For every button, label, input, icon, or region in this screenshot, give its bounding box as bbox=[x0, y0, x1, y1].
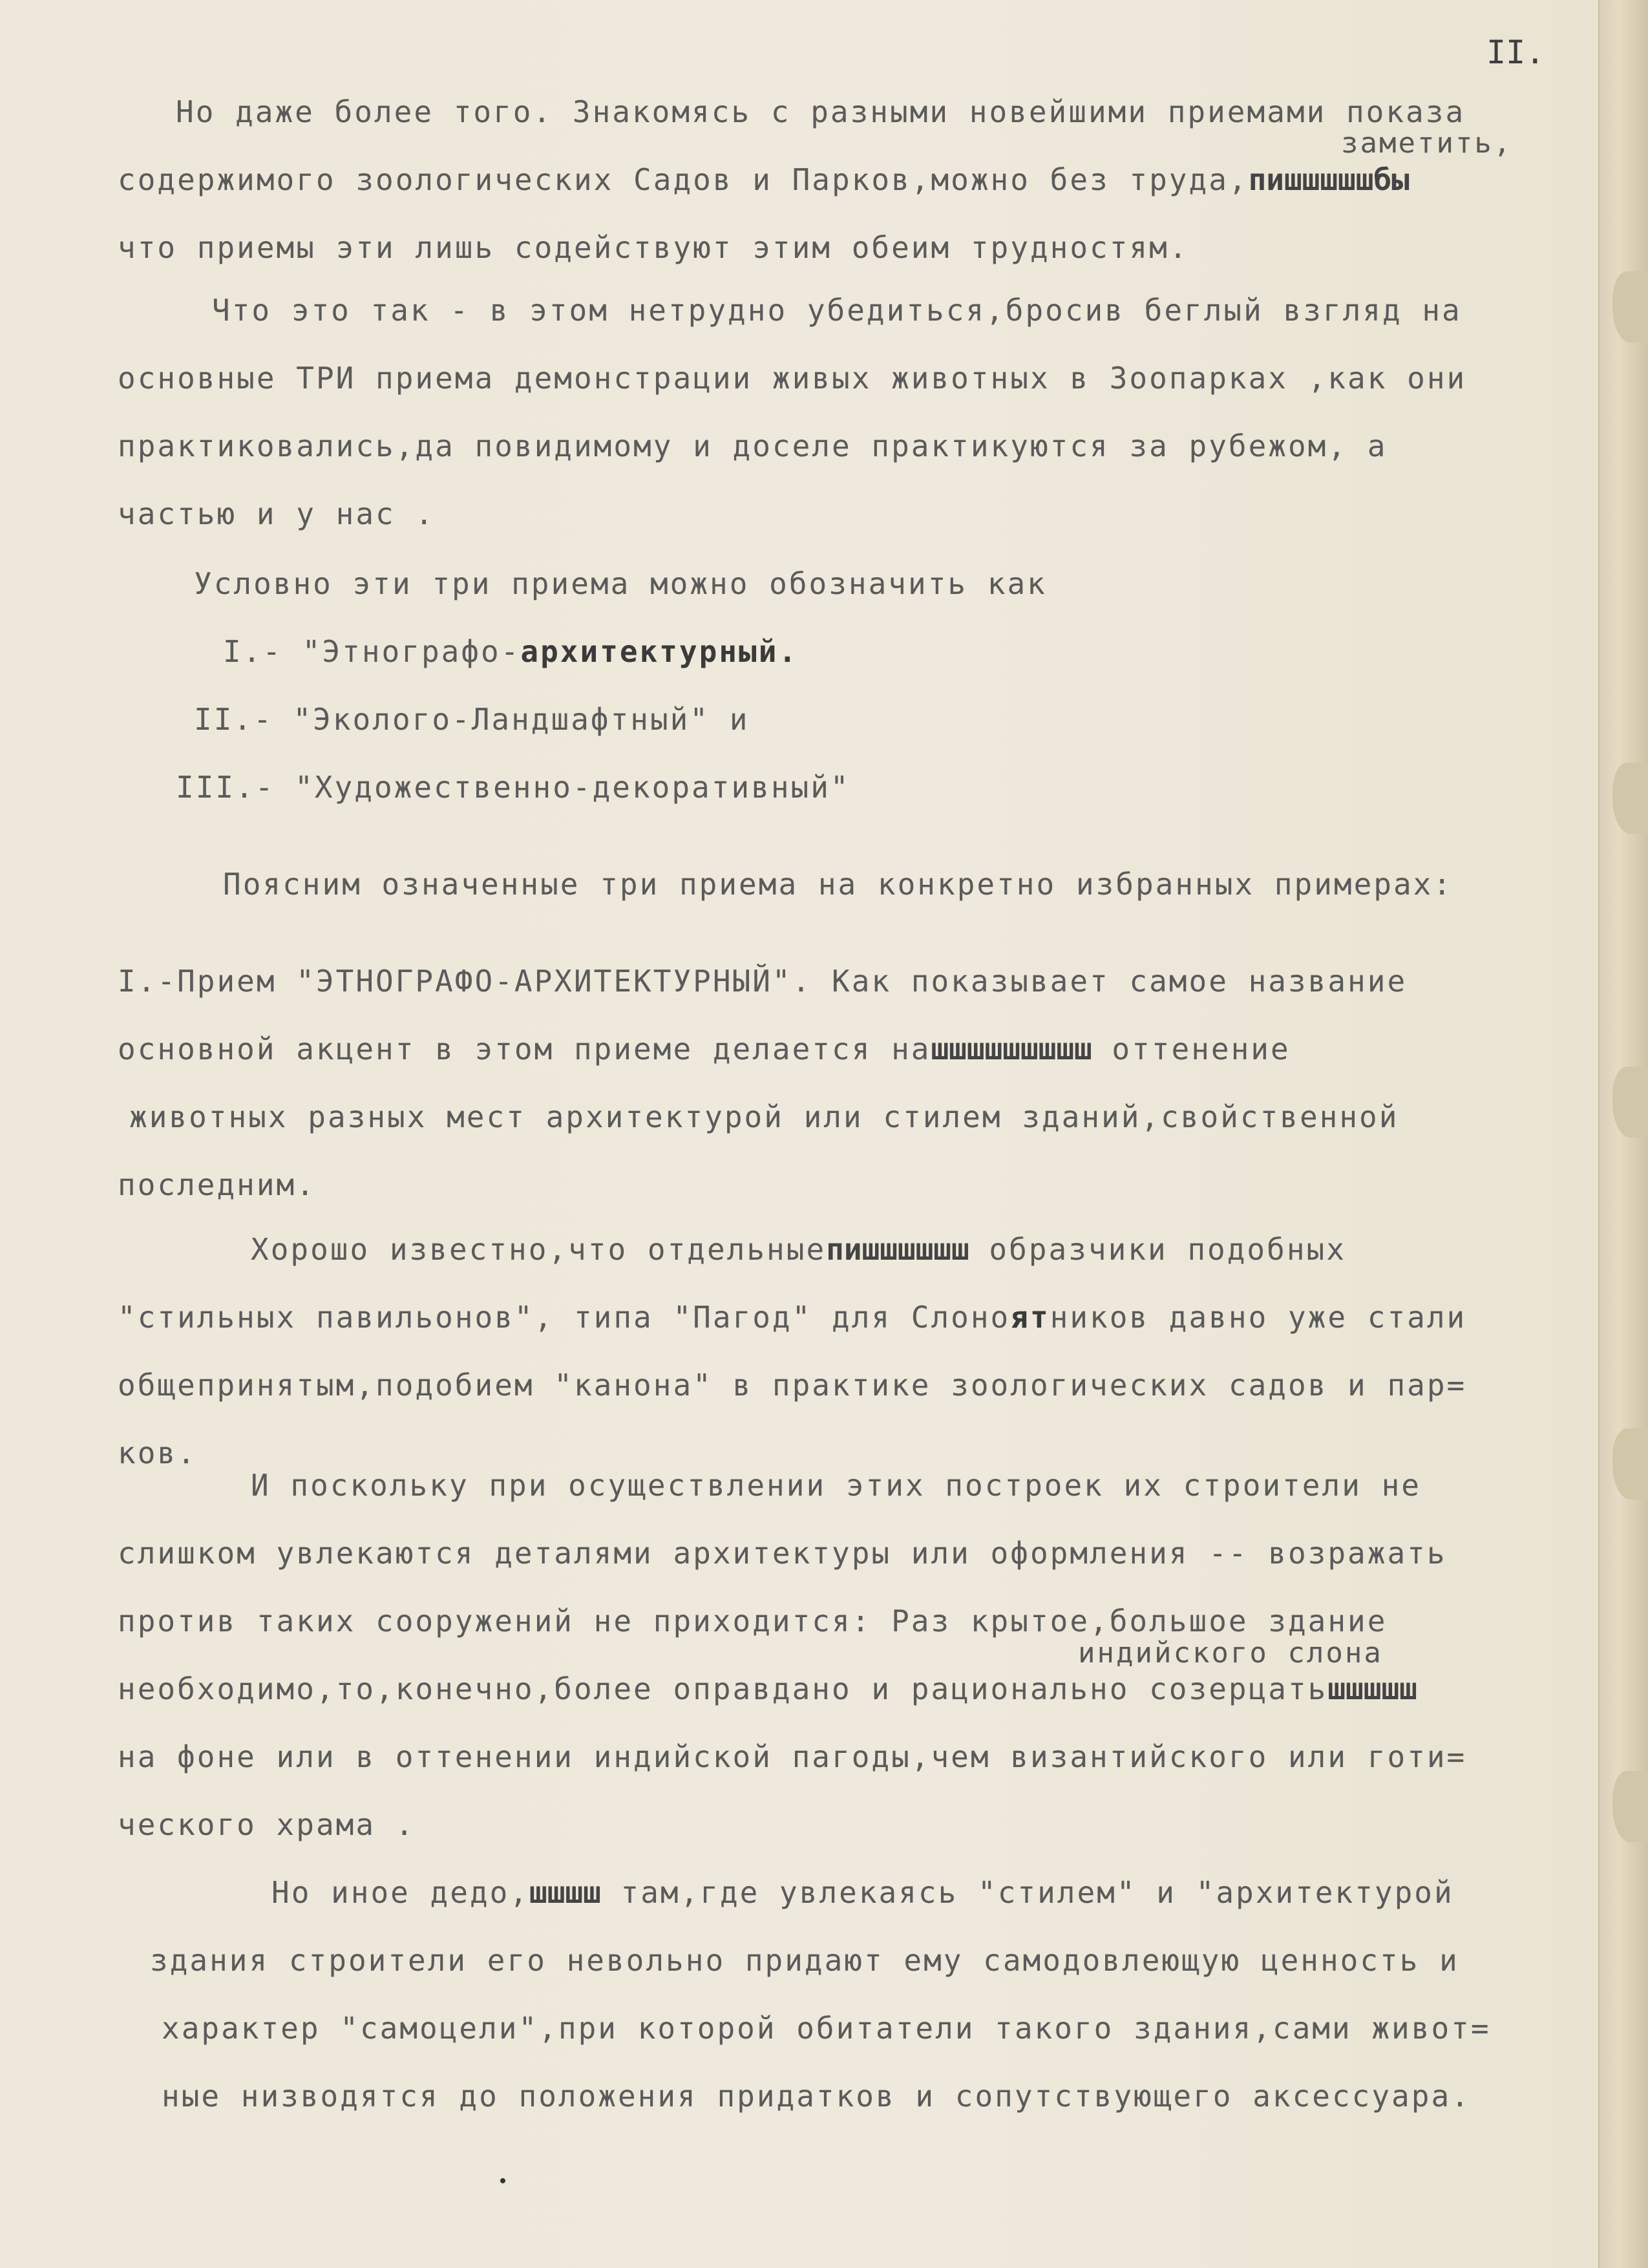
text-line: общепринятым,подобием "канона" в практике зоологических садов и пар= bbox=[118, 1368, 1467, 1403]
text-line: практиковались,да повидимому и доселе практикуются за рубежом, а bbox=[118, 429, 1388, 463]
text-line: ков. bbox=[118, 1436, 197, 1470]
text-line: Хорошо известно,что отдельныепишшшшшш образчики подобных bbox=[251, 1232, 1346, 1267]
list-item: III.- "Художественно-декоративный" bbox=[176, 770, 850, 805]
struck-text: шшшшшшшшш bbox=[931, 1032, 1092, 1066]
text-line: на фоне или в оттенении индийской пагоды,чем византийского или готи= bbox=[118, 1739, 1467, 1774]
list-item: II.- "Эколого-Ландшафтный" и bbox=[194, 702, 750, 737]
text-line: ные низводятся до положения придатков и сопутствующего аксессуара. bbox=[162, 2079, 1471, 2114]
text-line: характер "самоцели",при которой обитатели такого здания,сами живот= bbox=[162, 2011, 1491, 2046]
text-line: "стильных павильонов", типа "Пагод" для Слоноятников давно уже стали bbox=[118, 1300, 1467, 1335]
text-line: Но даже более того. Знакомясь с разными новейшими приемами показа bbox=[176, 94, 1466, 129]
text-line: последним. bbox=[118, 1167, 316, 1202]
text-line: против таких сооружений не приходится: Раз крытое,большое здание bbox=[118, 1604, 1388, 1638]
text-line: частью и у нас . bbox=[118, 496, 436, 531]
text-line: основные ТРИ приема демонстрации живых животных в Зоопарках ,как они bbox=[118, 361, 1467, 396]
text-line: основной акцент в этом приеме делается нашшшшшшшшш оттенение bbox=[118, 1032, 1291, 1066]
ink-dot bbox=[500, 2178, 505, 2183]
text-line: Поясним означенные три приема на конкретно избранных примерах: bbox=[223, 867, 1453, 902]
text-line: животных разных мест архитектурой или стилем зданий,свойственной bbox=[129, 1099, 1399, 1134]
handwritten-insert: заметить, bbox=[1341, 127, 1513, 160]
struck-text: пишшшшшш bbox=[826, 1232, 969, 1267]
text-line: что приемы эти лишь содействуют этим обеим трудностям. bbox=[118, 230, 1189, 265]
struck-text: пишшшшшбы bbox=[1248, 162, 1410, 197]
struck-text: шшшшш bbox=[1327, 1671, 1417, 1706]
handwritten-insert: индийского слона bbox=[1078, 1637, 1383, 1669]
text-line: И поскольку при осуществлении этих построек их строители не bbox=[251, 1468, 1421, 1503]
section-heading: I.-Прием "ЭТНОГРАФО-АРХИТЕКТУРНЫЙ". Как показывает самое название bbox=[118, 964, 1408, 999]
text-line: содержимого зоологических Садов и Парков,можно без труда,пишшшшшбы bbox=[118, 162, 1410, 197]
text-line: необходимо,то,конечно,более оправдано и рационально созерцатьшшшшш bbox=[118, 1671, 1417, 1706]
text-line: здания строители его невольно придают ему самодовлеющую ценность и bbox=[150, 1943, 1459, 1978]
text-line: слишком увлекаются деталями архитектуры или оформления -- возражать bbox=[118, 1536, 1447, 1571]
list-item: I.- "Этнографо-архитектурный. bbox=[223, 634, 799, 669]
text-line: ческого храма . bbox=[118, 1807, 416, 1842]
text-line: Что это так - в этом нетрудно убедиться,бросив беглый взгляд на bbox=[212, 293, 1462, 328]
text-line: Но иное дедо,шшшш там,где увлекаясь "стилем" и "архитектурой bbox=[271, 1875, 1454, 1910]
struck-text: шшшш bbox=[529, 1875, 601, 1910]
page-number: II. bbox=[1486, 34, 1545, 71]
text-line: Условно эти три приема можно обозначить как bbox=[194, 566, 1047, 601]
paper-edge bbox=[1598, 0, 1648, 2268]
